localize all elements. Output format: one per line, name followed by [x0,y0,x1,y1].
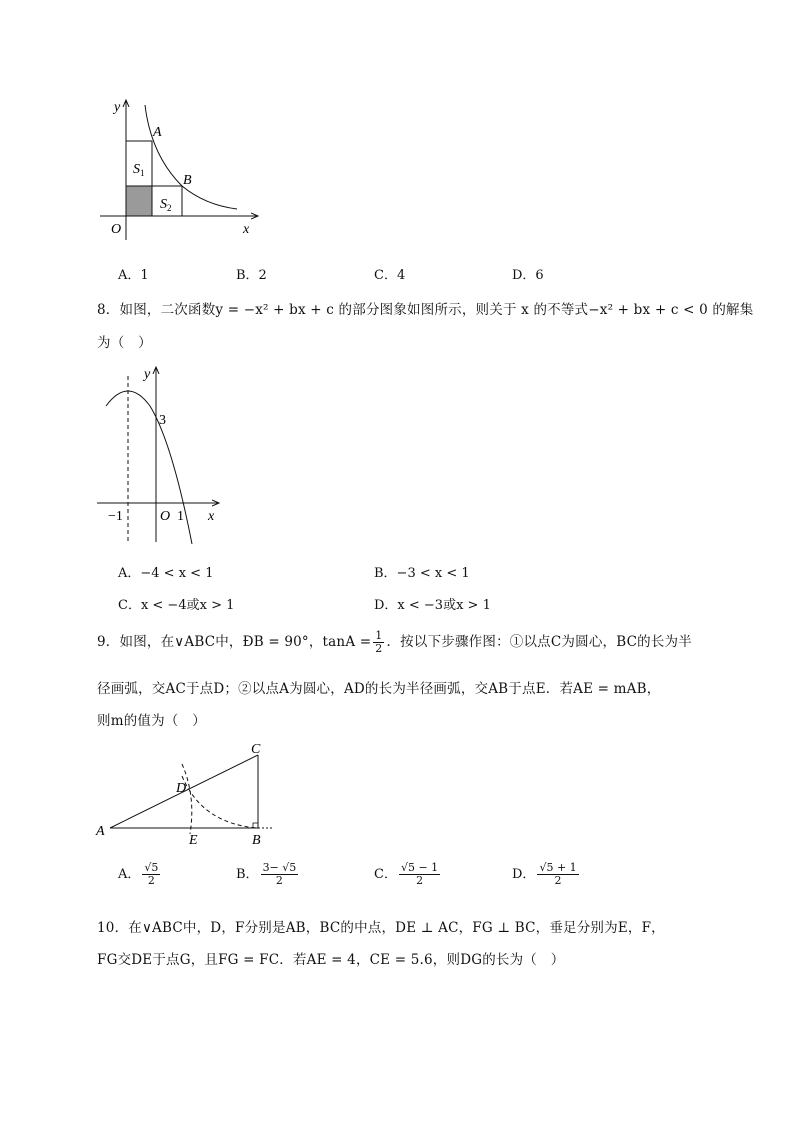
q9-stem-part2: ．按以下步骤作图：①以点C为圆心，BC的长为半 [386,634,692,650]
y-intercept-label: 3 [159,413,166,428]
origin-label: O [160,509,171,524]
q9-stem-line3: 则m的值为（ ） [97,713,206,729]
point-e-label: E [189,833,198,848]
x-label: x [208,509,215,524]
point-d-label: D [176,781,187,796]
q9-stem-line1 [97,630,692,655]
q9-option-a: A． $\frac{√5}{2}$ [118,861,159,887]
tan-fraction: $\frac{1}{2}$ [375,629,383,655]
point-a-label: A [153,125,162,140]
x-label: x [243,222,250,237]
q8-option-d: D．x < −3或x > 1 [374,598,491,613]
q9-figure [92,738,282,848]
q7-option-d: D．6 [512,268,544,283]
q8-option-b: B．−3 < x < 1 [374,566,470,581]
origin-label: O [111,222,122,237]
q9-stem-line2: 径画弧，交AC于点D；②以点A为圆心，AD的长为半径画弧，交AB于点E．若AE = mAB， [97,681,661,697]
q9-option-c: C． $\frac{√5 - 1}{2}$ [374,861,439,887]
arc-from-c [182,776,258,828]
q9-option-b: B． $\frac{3- √5}{2}$ [236,861,297,887]
q8-stem-line1: 8．如图，二次函数y = −x² + bx + c 的部分图象如图所示，则关于 x 的不等式−x² + bx + c < 0 的解集 [97,302,754,318]
point-b-label: B [252,833,261,848]
q8-stem-line2: 为（ ） [97,335,152,351]
q7-option-a: A．1 [118,268,149,283]
s1-label: $S_1$ [133,162,145,178]
point-b-label: B [183,173,192,188]
q10-stem-line1: 10．在∨ABC中，D，F分别是AB，BC的中点，DE ⊥ AC，FG ⊥ BC，垂足分别为E，F， [97,920,665,936]
q8-figure [92,362,227,547]
q7-option-c: C．4 [374,268,406,283]
q8-option-a: A．−4 < x < 1 [118,566,214,581]
q9-option-d: D． $\frac{√5 + 1}{2}$ [512,861,577,887]
y-label: y [114,100,121,115]
q7-figure [95,95,265,245]
y-label: y [144,367,151,382]
hyperbola-curve [145,105,237,209]
q7-option-b: B．2 [236,268,267,283]
q9-stem-part1: 9．如图，在∨ABC中，ÐB = 90°，tanA = [97,634,372,650]
point-a-label: A [96,824,105,839]
shaded-square [126,186,152,216]
q8-option-c: C．x < −4或x > 1 [118,598,235,613]
arc-from-a [182,764,192,834]
point-c-label: C [251,742,261,757]
s2-label: $S_2$ [160,197,172,213]
q10-stem-line2: FG交DE于点G，且FG = FC．若AE = 4，CE = 5.6，则DG的长为（ ） [97,952,565,968]
neg-one-label: −1 [108,509,123,524]
one-label: 1 [177,509,184,524]
